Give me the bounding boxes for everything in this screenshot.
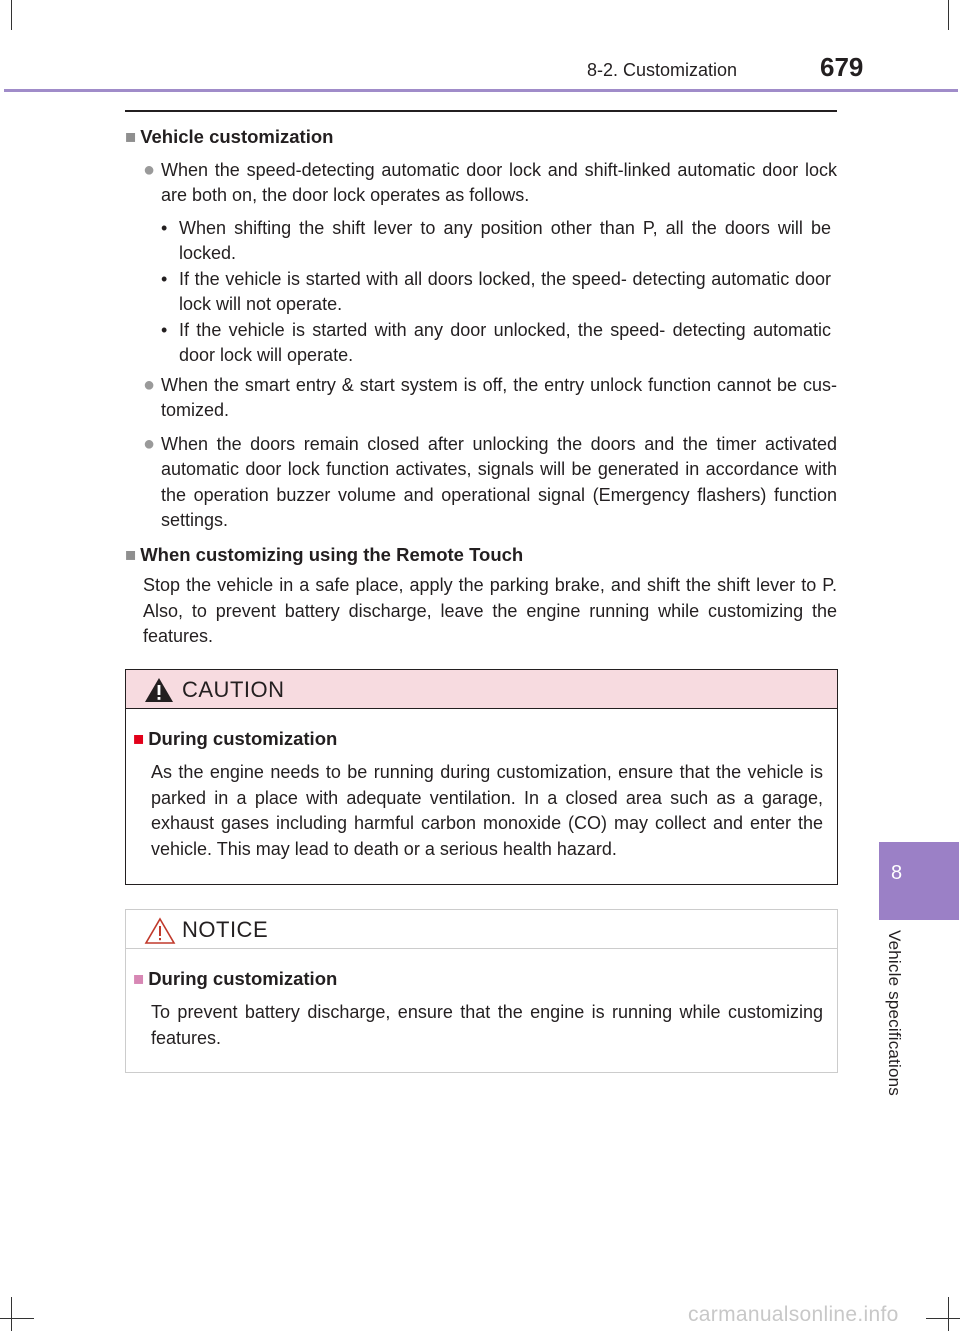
crop-mark (948, 1297, 949, 1331)
chapter-label: Vehicle specifications (885, 930, 904, 1096)
sub-list-item (161, 216, 831, 267)
crop-mark (926, 1318, 960, 1319)
caution-header (126, 670, 837, 709)
crop-mark (11, 0, 12, 30)
sub-list-item (161, 318, 831, 369)
list-item (125, 158, 837, 209)
paragraph: Stop the vehicle in a safe place, apply the parking brake, and shift the shift lever to P. Also, to prevent battery discharge, leave the engine running while customizing the features. (143, 575, 837, 646)
bullet-icon: ● (143, 432, 156, 455)
section-heading-remote-touch (125, 542, 837, 568)
sub-bullet-icon: • (161, 268, 168, 289)
bullet-text: When the smart entry & start system is off, the entry unlock function cannot be cus- tomized. (161, 374, 837, 420)
crop-mark (0, 1318, 34, 1319)
notice-label: NOTICE (182, 917, 269, 942)
square-marker-icon: ■ (125, 126, 137, 147)
main-content (125, 124, 837, 650)
sub-item-text: If the vehicle is started with any door unlocked, the speed- detecting automatic door lock will operate. (179, 319, 831, 365)
heading-text: During customization (148, 728, 338, 749)
notice-text: To prevent battery discharge, ensure that the engine is running while customizing features. (151, 1002, 823, 1048)
content-rule (125, 110, 837, 112)
header-rule (4, 89, 958, 92)
square-marker-icon: ■ (133, 728, 145, 749)
heading-text: Vehicle customization (140, 126, 334, 147)
page-number: 679 (820, 52, 864, 82)
heading-text: When customizing using the Remote Touch (140, 543, 524, 565)
sub-item-text: When shifting the shift lever to any position other than P, all the doors will be locked. (179, 217, 831, 263)
caution-text: As the engine needs to be running during customization, ensure that the vehicle is parked in a place with adequate ventilation. In a closed area such as a garage, exhaust gases including harmful carbon monoxide (CO) may collect and enter the vehicle. This may lead to death or a serious health hazard. (151, 762, 823, 859)
list-item (125, 373, 837, 424)
notice-box (125, 909, 838, 1073)
bullet-text: When the speed-detecting automatic door lock and shift-linked automatic door lock are both on, the door lock operates as follows. (161, 159, 837, 205)
warning-triangle-icon (144, 677, 174, 703)
notice-header (126, 910, 837, 949)
notice-heading (133, 968, 337, 990)
bullet-icon: ● (143, 158, 156, 181)
square-marker-icon: ■ (133, 968, 145, 989)
bullet-text: When the doors remain closed after unlocking the doors and the timer activated automatic door lock function activates, signals will be generated in accordance with the operation buzzer volume and operational signal (Emergency flashers) function settings. (161, 433, 837, 530)
crop-mark (11, 1297, 12, 1331)
warning-triangle-outline-icon (144, 917, 176, 945)
caution-heading (133, 728, 337, 750)
caution-box (125, 669, 838, 885)
sub-list (125, 216, 831, 369)
sub-list-item (161, 267, 831, 318)
watermark: carmanualsonline.info (688, 1303, 899, 1326)
section-heading-vehicle-customization (125, 124, 837, 150)
sub-bullet-icon: • (161, 217, 168, 238)
caution-label: CAUTION (182, 677, 285, 702)
crop-mark (948, 0, 949, 30)
sub-item-text: If the vehicle is started with all doors locked, the speed- detecting automatic door lock will not operate. (179, 268, 831, 314)
sub-bullet-icon: • (161, 319, 168, 340)
bullet-icon: ● (143, 373, 156, 396)
square-marker-icon: ■ (125, 543, 137, 565)
heading-text: During customization (148, 968, 338, 989)
section-title: 8-2. Customization (587, 60, 738, 80)
list-item (125, 432, 837, 534)
chapter-number: 8 (891, 862, 903, 884)
